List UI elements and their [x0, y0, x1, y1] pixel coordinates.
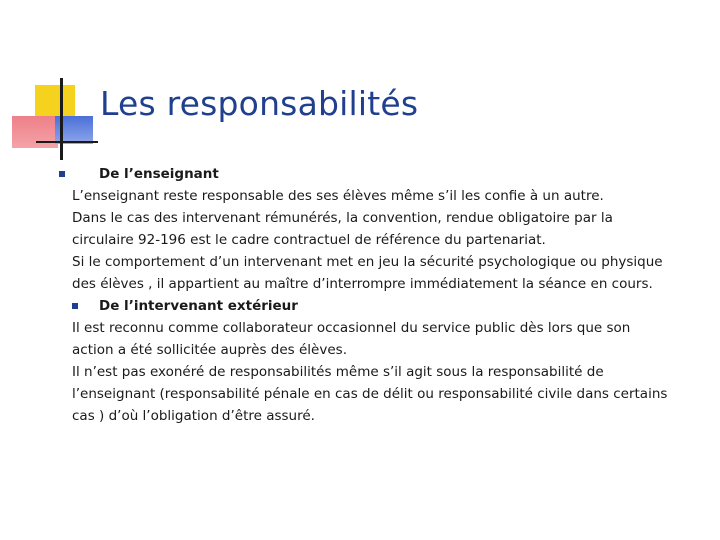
slide-body	[72, 163, 672, 427]
body-paragraph: Dans le cas des intervenant rémunérés, la convention, rendue obligatoire par la circulaire 92-196 est le cadre contractuel de référence du partenariat.	[72, 210, 613, 248]
body-paragraph: Il n’est pas exonéré de responsabilités même s’il agit sous la responsabilité de l’enseignant (responsabilité pénale en cas de délit ou responsabilité civile dans certains cas ) d’où l’obligation d’être assuré.	[72, 364, 668, 424]
section-heading-external	[72, 295, 672, 317]
square-bullet-icon	[59, 171, 65, 177]
section-heading-text: De l’enseignant	[99, 166, 219, 182]
ornament-horizontal-line	[36, 141, 98, 143]
body-paragraph: Si le comportement d’un intervenant met en jeu la sécurité psychologique ou physique des élèves , il appartient au maître d’interrompre immédiatement la séance en cours.	[72, 254, 663, 292]
section-heading-text: De l’intervenant extérieur	[99, 298, 298, 314]
square-bullet-icon	[72, 303, 78, 309]
title-ornament	[0, 0, 100, 170]
section-heading-teacher	[72, 163, 672, 185]
slide-title: Les responsabilités	[100, 84, 419, 123]
ornament-red-square	[12, 116, 58, 148]
body-paragraph: Il est reconnu comme collaborateur occasionnel du service public dès lors que son action a été sollicitée auprès des élèves.	[72, 320, 631, 358]
ornament-vertical-line	[60, 78, 63, 160]
body-paragraph: L’enseignant reste responsable des ses élèves même s’il les confie à un autre.	[72, 188, 604, 204]
